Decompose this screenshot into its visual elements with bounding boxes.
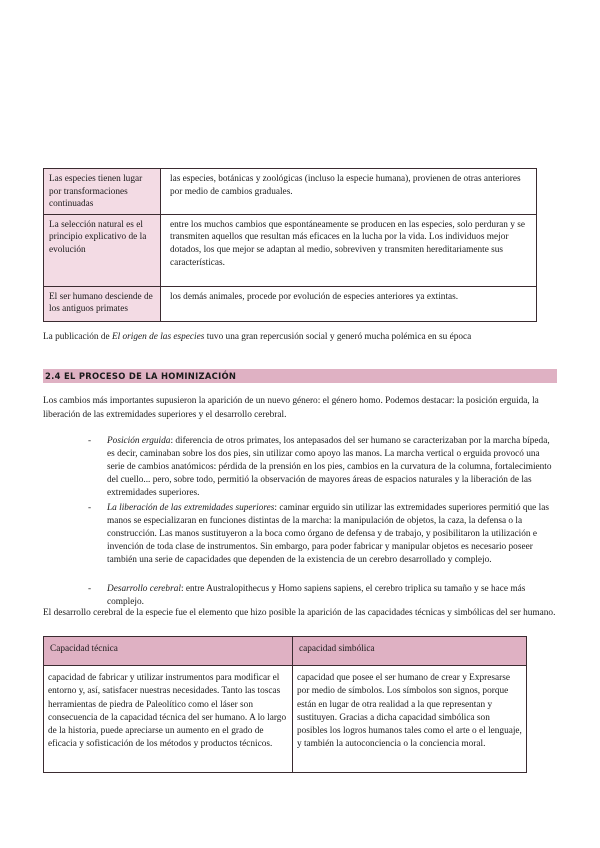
section-heading: 2.4 EL PROCESO DE LA HOMINIZACIÓN bbox=[43, 369, 557, 383]
origen-paragraph bbox=[43, 330, 563, 344]
list-dash: - bbox=[88, 436, 92, 446]
cell-symbolic-capacity: capacidad que posee el ser humano de crear y Expresarse por medio de símbolos. Los símbolos son signos, porque están en lugar de otra realidad a la que representan y sustituyen. Gracias a dicha capacidad simbólica son posibles los logros humanos tales como el arte o el lenguaje, y también la autoconciencia o la conciencia moral. bbox=[293, 666, 527, 773]
capacities-table bbox=[43, 636, 527, 773]
list-item bbox=[88, 435, 558, 500]
list-dash: - bbox=[88, 503, 92, 513]
bullet-term: Posición erguida bbox=[107, 436, 171, 446]
list-dash: - bbox=[88, 584, 92, 594]
table-header-row bbox=[44, 637, 527, 666]
cell-technical-capacity: capacidad de fabricar y utilizar instrumentos para modificar el entorno y, así, satisfacer nuestras necesidades. Tanto las toscas herramientas de piedra de Paleolítico como el láser son consecuencia de la capacidad técnica del ser humano. A lo largo de la historia, puede apreciarse un aumento en el grado de eficacia y sofisticación de los métodos y productos técnicos. bbox=[44, 666, 293, 773]
table-row bbox=[44, 169, 537, 215]
bullet-text: : diferencia de otros primates, los antepasados del ser humano se caracterizaban por la marcha bípeda, es decir, caminaban sobre los dos pies, sin utilizar como apoyo las manos. La marcha vertical o erguida provocó una serie de cambios anatómicos: pérdida de la prensión en los pies, cambios en la curvatura de la columna, fortalecimiento del cuello... pero, sobre todo, permitió la observación de mayores áreas de espacios naturales y la liberación de las extremidades superiores. bbox=[107, 436, 552, 498]
table-cell-explanation: entre los muchos cambios que espontáneamente se producen en las especies, solo perduran y se transmiten aquellos que resultan más eficaces en la lucha por la vida. Los individuos mejor dotados, los que mejor se adaptan al medio, sobreviven y transmiten hereditariamente sus características. bbox=[161, 214, 537, 286]
origen-text-after: tuvo una gran repercusión social y generó mucha polémica en su época bbox=[204, 332, 472, 342]
book-title: El origen de las especies bbox=[111, 332, 205, 342]
table-cell-principle: La selección natural es el principio explicativo de la evolución bbox=[44, 214, 161, 286]
list-item bbox=[88, 502, 558, 567]
bullet-text: : caminar erguido sin utilizar las extremidades superiores permitió que las manos se especializaran en funciones distintas de la marcha: la manipulación de objetos, la caza, la defensa o la construcción. Las manos sustituyeron a la boca como órgano de defensa y de trabajo, y posibilitaron la utilización e invención de toda clase de instrumentos. Sin embargo, para poder fabricar y manipular objetos es necesario poseer también una serie de capacidades que dependen de la existencia de un cerebro desarrollado y complejo. bbox=[107, 503, 549, 565]
evolution-principles-table bbox=[43, 168, 537, 322]
table-cell-explanation: los demás animales, procede por evolución de especies anteriores ya extintas. bbox=[161, 286, 537, 321]
intro-paragraph: Los cambios más importantes supusieron la aparición de un nuevo género: el género homo. Podemos destacar: la posición erguida, la liberación de las extremidades superiores y el desarrollo cerebral. bbox=[43, 396, 539, 420]
header-symbolic-capacity: capacidad simbólica bbox=[293, 637, 527, 666]
bullet-term: Desarrollo cerebral bbox=[107, 584, 181, 594]
table-row bbox=[44, 666, 527, 773]
table-cell-principle: Las especies tienen lugar por transformaciones continuadas bbox=[44, 169, 161, 215]
bullet-text: : entre Australopithecus y Homo sapiens sapiens, el cerebro triplica su tamaño y se hace más complejo. bbox=[107, 584, 526, 607]
table-cell-explanation: las especies, botánicas y zoológicas (incluso la especie humana), provienen de otras anteriores por medio de cambios graduales. bbox=[161, 169, 537, 215]
table-row bbox=[44, 286, 537, 321]
origen-text-before: La publicación de bbox=[43, 332, 112, 342]
list-item bbox=[88, 583, 558, 609]
table-cell-principle: El ser humano desciende de los antiguos primates bbox=[44, 286, 161, 321]
conclusion-paragraph: El desarrollo cerebral de la especie fue el elemento que hizo posible la aparición de las capacidades técnicas y simbólicas del ser humano. bbox=[43, 608, 556, 618]
bullet-term: La liberación de las extremidades superiores bbox=[107, 503, 275, 513]
header-technical-capacity: Capacidad técnica bbox=[44, 637, 293, 666]
table-row bbox=[44, 214, 537, 286]
